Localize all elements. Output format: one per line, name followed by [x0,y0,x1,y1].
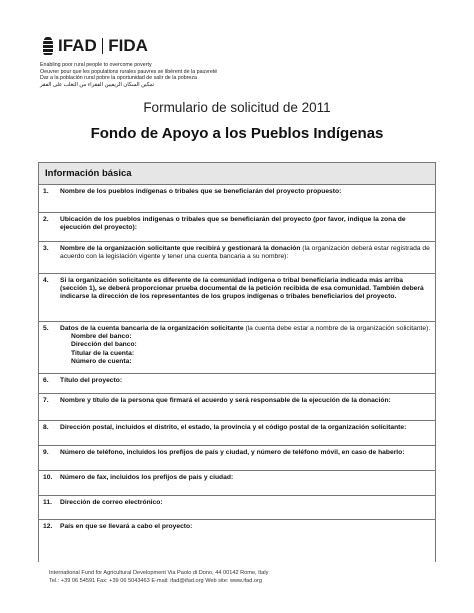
bank-address-label: Dirección del banco: [71,341,137,349]
form-row-12[interactable] [39,520,435,562]
section-header: Información básica [39,163,435,185]
account-holder-label: Titular de la cuenta: [71,349,135,357]
row-label: País en que se llevará a cabo el proyecto: [60,523,193,530]
row-label: Dirección postal, incluidos el distrito, el estado, la provincia y el código postal de la organización solicitante: [60,424,407,431]
account-number-label: Número de cuenta: [71,357,132,365]
tagline-en: Enabling poor rural people to overcome poverty [40,62,152,68]
logo-brand-left: IFAD [58,36,97,55]
row-number: 9. [43,449,49,456]
form-title: Formulario de solicitud de 2011 [143,100,331,115]
row-number: 8. [43,424,49,431]
row-note: (la cuenta debe estar a nombre de la organización solicitante). [243,325,431,332]
form-row-1[interactable] [39,185,435,213]
tagline-ar: تمكين السكان الريفيين الفقراء من التغلب على الفقر [40,81,155,88]
logo-brand-right: FIDA [108,36,148,55]
form-row-2[interactable] [39,213,435,242]
form-table [38,162,436,562]
row-number: 10. [43,474,53,481]
page-footer [49,569,268,585]
row-label: Nombre de los pueblos indígenas o tribales que se beneficiarán del proyecto propuesto: [60,188,342,195]
wheat-emblem-icon [40,36,56,56]
row-label: Datos de la cuenta bancaria de la organización solicitante [60,325,244,332]
bank-name-label: Nombre del banco: [71,333,132,341]
form-row-5[interactable] [39,322,435,374]
form-row-6[interactable] [39,374,435,394]
footer-contact: Tel.: +39 06 54591 Fax: +39 06 5043463 E-mail: ifad@ifad.org Web site: www.ifad.org [49,578,262,584]
form-row-7[interactable] [39,394,435,421]
row-number: 2. [43,216,49,223]
bank-fields [71,333,431,366]
logo-separator [102,38,104,54]
ifad-logo [40,34,217,58]
row-label: Título del proyecto: [60,377,123,384]
tagline-es: Dar a la población rural pobre la oportunidad de salir de la pobreza [40,75,197,82]
main-title: Fondo de Apoyo a los Pueblos Indígenas [90,125,384,142]
form-row-10[interactable] [39,471,435,496]
form-row-4[interactable] [39,274,435,322]
row-label: Número de fax, incluidos los prefijos de país y ciudad: [60,474,234,481]
row-number: 1. [43,188,49,195]
row-label: Ubicación de los pueblos indígenas o tribales que se beneficiarán del proyecto (por favor, indique la zona de ejecución del proyecto): [60,216,406,232]
row-number: 5. [43,325,49,332]
row-label: Nombre y título de la persona que firmará el acuerdo y será responsable de la ejecución de la donación: [60,397,391,404]
row-number: 11. [43,499,52,506]
row-label: Número de teléfono, incluidos los prefijos de país y ciudad, y número de teléfono móvil, en caso de haberlo: [60,449,405,456]
row-number: 3. [43,245,49,252]
row-note: (la organización deberá estar registrada de acuerdo con la legislación vigente y tener una cuenta bancaria a su nombre): [60,245,430,261]
ifad-logo-block [40,34,217,88]
form-row-9[interactable] [39,446,435,471]
form-row-8[interactable] [39,421,435,446]
row-number: 7. [43,397,49,404]
form-row-11[interactable] [39,496,435,520]
logo-taglines [40,62,217,88]
row-number: 6. [43,377,49,384]
row-number: 4. [43,277,49,284]
row-label: Nombre de la organización solicitante que recibirá y gestionará la donación [60,245,301,252]
row-label: Dirección de correo electrónico: [60,499,163,506]
footer-address: International Fund for Agricultural Development Via Paolo di Dono, 44 00142 Rome, Italy [49,570,269,576]
tagline-fr: Oeuvrer pour que les populations rurales pauvres se libèrent de la pauvreté [40,68,218,75]
row-label: Si la organización solicitante es diferente de la comunidad indígena o tribal beneficiaria indicada más arriba (sección 1), se deberá proporcionar prueba documental de la petición recibida de esa comunidad. También deberá indicarse la dirección de los representantes de los grupos indígenas o tribales beneficiarios del proyecto. [60,277,424,301]
row-number: 12. [43,523,53,530]
form-row-3[interactable] [39,242,435,274]
